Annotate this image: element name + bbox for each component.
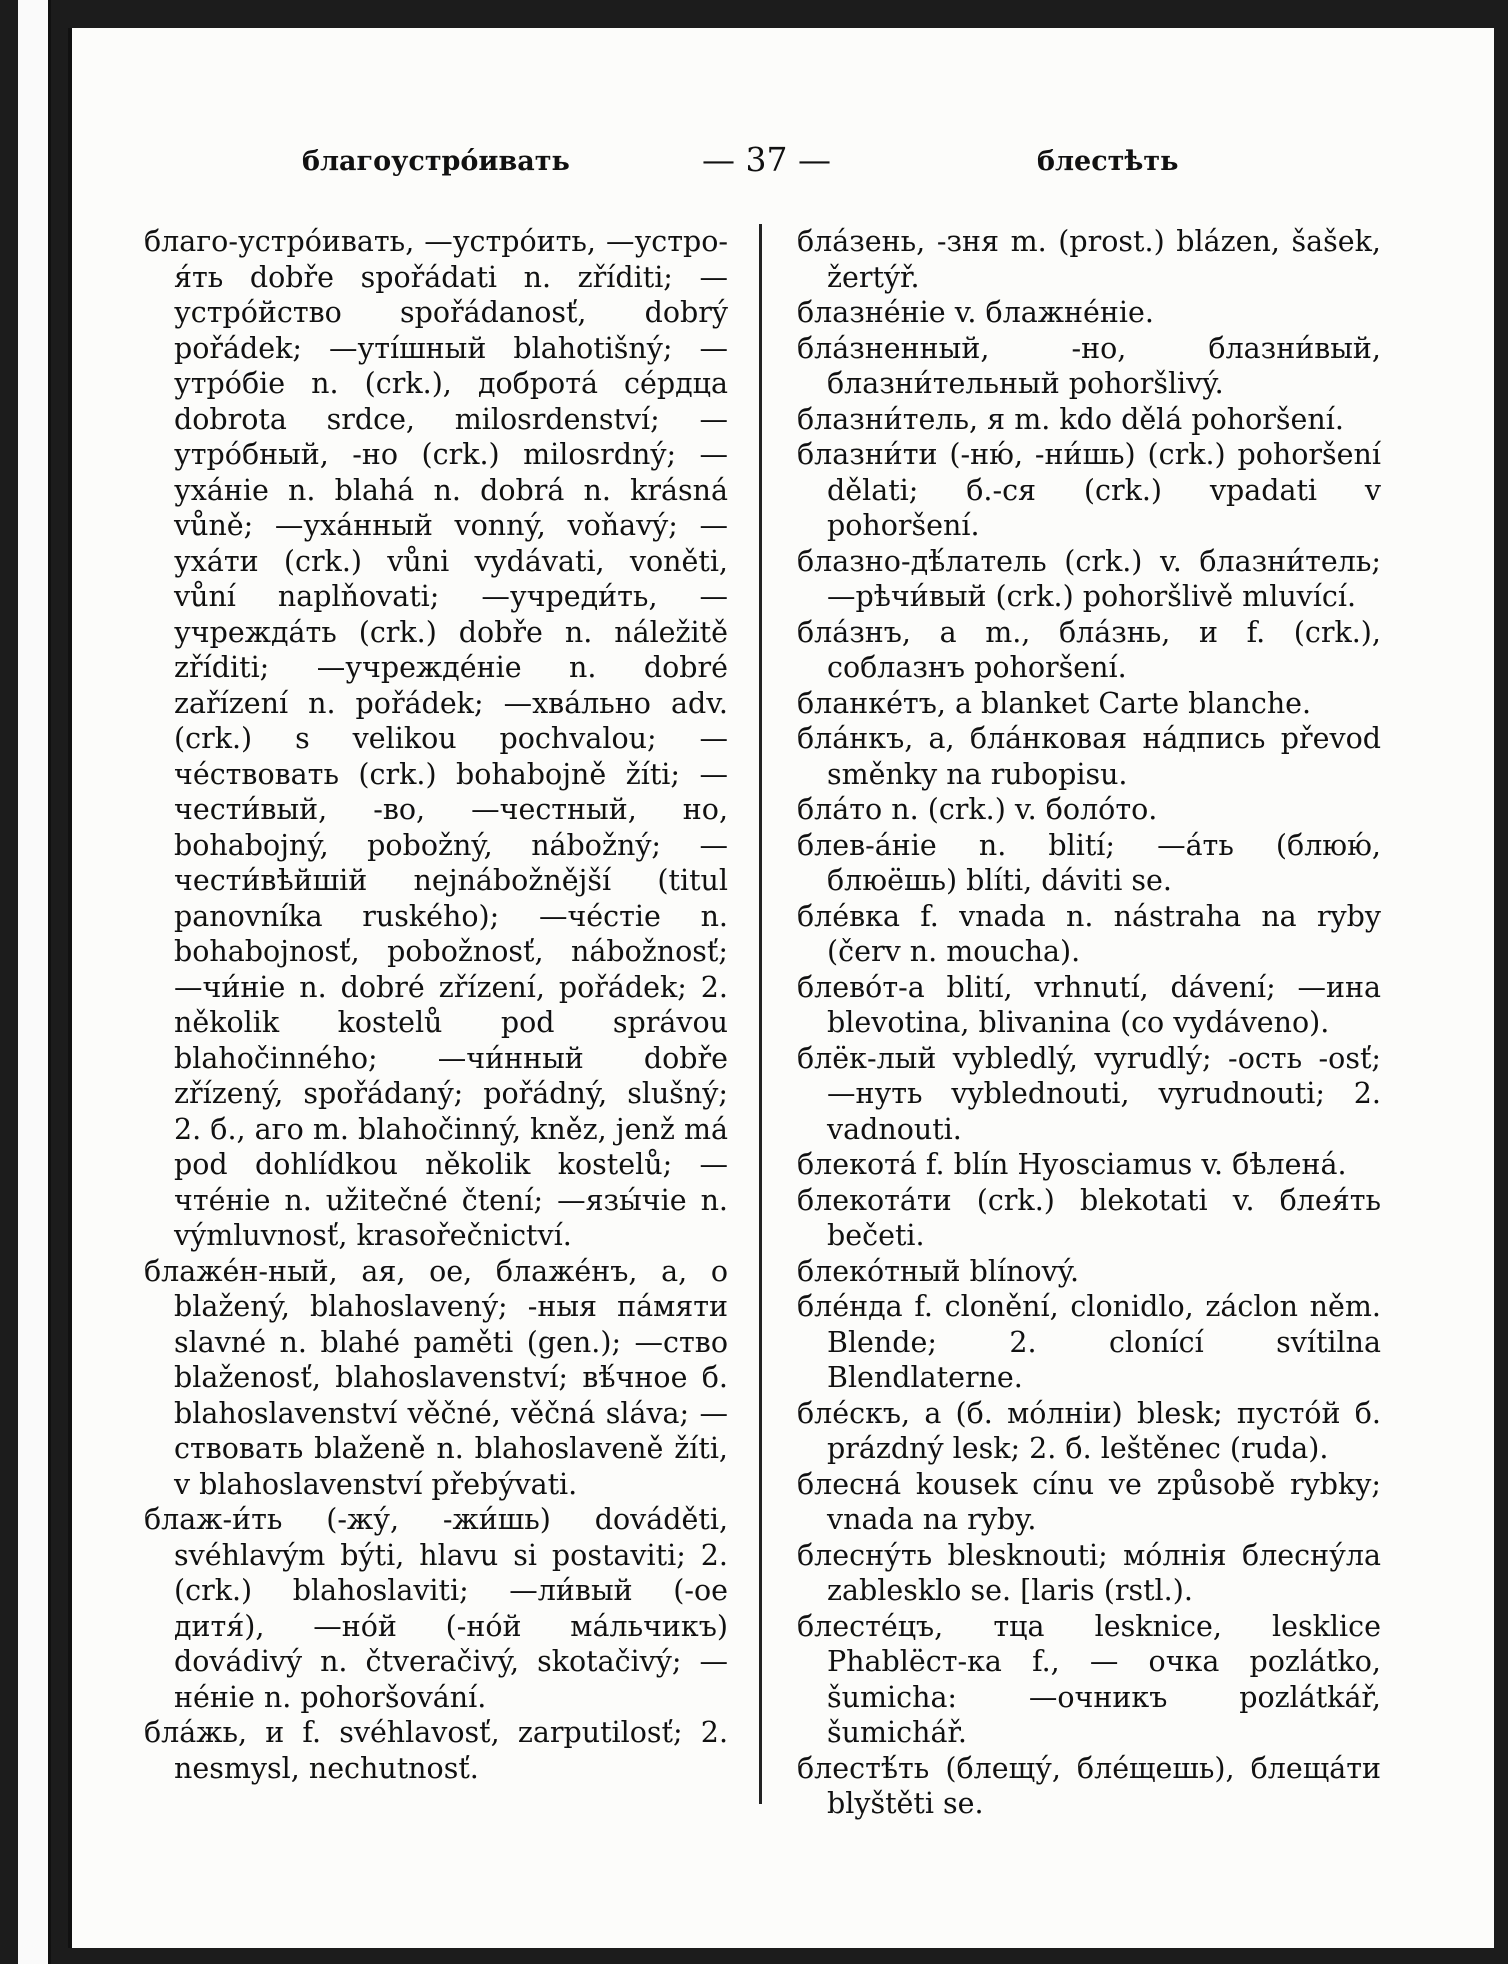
dictionary-entry: блесна́ kousek cínu ve způsobě rybky; vnada na ryby. — [797, 1467, 1381, 1536]
dictionary-entry: бла́зненный, -но, блазни́вый, блазни́тельный pohoršlivý. — [797, 331, 1381, 400]
dictionary-entry: блесну́ть blesknouti; мо́лнія блесну́ла zablesklo se. [laris (rstl.). — [797, 1538, 1381, 1607]
dictionary-entry: бла́нкъ, а, бла́нковая на́дпись převod směnky na rubopisu. — [797, 722, 1381, 791]
dictionary-entry: благо-устро́ивать, —устро́ить, —устро-я́ть dobře spořádati n. zříditi; —устро́йство spořádanosť, dobrý pořádek; —уті́шный blahotišný; —утро́біе n. (crk.), доброта́ се́рдца dobrota srdce, milosrdenství; —утро́бный, -но (crk.) milosrdný; —уха́ніе n. blahá n. dobrá n. krásná vůně; —уха́нный vonný, voňavý; —уха́ти (crk.) vůni vydávati, voněti, vůní naplňovati; —учреди́ть, —учрежда́ть (crk.) dobře n. náležitě zříditi; —учрежде́ніе n. dobré zařízení n. pořádek; —хва́льно adv. (crk.) s velikou pochvalou; —че́ствовать (crk.) bohabojně žíti; —чести́вый, -во, —честный, но, bohabojný, pobožný, nábožný; —чести́вѣйшій nejnábožnější (titul panovníka ruského); —че́стіе n. bohabojnosť, pobožnosť, nábožnosť; —чи́ніе n. dobré zřízení, pořádek; 2. několik kostelů pod správou blahočinného; —чи́нный dobře zřízený, spořádaný; pořádný, slušný; 2. б., аго m. blahočinný, kněz, jenž má pod dohlídkou několik kostelů; —чте́ніе n. užitečné čtení; —язы́чіе n. výmluvnosť, krasořečnictví. — [144, 225, 728, 1252]
previous-page-edge — [18, 0, 51, 1964]
dictionary-entry: бла́знъ, а m., бла́знь, и f. (crk.), соблазнъ pohoršení. — [797, 615, 1381, 684]
left-column — [144, 224, 728, 1786]
dictionary-entry: блесте́цъ, тца lesknice, lesklice Phablёст-ка f., — очка pozlátko, šumicha: —очникъ pozlátkář, šumichář. — [797, 1609, 1381, 1749]
page-number: — 37 — — [702, 140, 831, 179]
header-left-guide-word: благоустро́ивать — [302, 146, 570, 177]
column-divider — [759, 224, 762, 1804]
dictionary-entry: блев-а́ніе n. blití; —а́ть (блюю́, блюёшь) blíti, dáviti se. — [797, 828, 1381, 897]
dictionary-entry: блево́т-а blití, vrhnutí, dávení; —ина blevotina, blivanina (co vydáveno). — [797, 970, 1381, 1039]
dictionary-entry: блазни́тель, я m. kdo dělá pohoršení. — [797, 402, 1344, 436]
dictionary-entry: блазне́ніе v. блажне́ніе. — [797, 296, 1154, 329]
dictionary-entry: бла́зень, -зня m. (prost.) blázen, šašek, žertýř. — [797, 225, 1381, 294]
page-header — [72, 140, 1494, 186]
dictionary-entry: бле́вка f. vnada n. nástraha na ryby (červ n. moucha). — [797, 899, 1381, 968]
dictionary-entry: блеко́тный blínový. — [797, 1254, 1080, 1288]
dictionary-entry: бле́скъ, а (б. мо́лніи) blesk; пусто́й б. prázdný lesk; 2. б. leštěnec (ruda). — [797, 1396, 1381, 1465]
dictionary-entry: бле́нда f. clonění, clonidlo, záclon něm. Blende; 2. clonící svítilna Blendlaterne. — [797, 1290, 1381, 1394]
dictionary-entry: бла́жь, и f. svéhlavosť, zarputilosť; 2. nesmysl, nechutnosť. — [144, 1716, 728, 1785]
dictionary-entry: блекота́ f. blín Hyosciamus v. бѣлена́. — [797, 1148, 1347, 1181]
right-column — [797, 224, 1381, 1822]
header-right-guide-word: блестѣть — [1037, 146, 1179, 177]
dictionary-entry: блазно-дѣ́латель (crk.) v. блазни́тель; —рѣчи́вый (crk.) pohoršlivě mluvící. — [797, 544, 1381, 613]
dictionary-entry: блекота́ти (crk.) blekotati v. блея́ть bečeti. — [797, 1183, 1381, 1252]
dictionary-entry: блаж-и́ть (-жу́, -жи́шь) dováděti, svéhlavým býti, hlavu si postaviti; 2. (crk.) blahoslaviti; —ли́вый (-ое дитя́), —но́й (-но́й ма́льчикъ) dovádivý n. čtveračivý, skotačivý; —не́ніе n. pohoršování. — [144, 1503, 728, 1714]
dictionary-entry: блаже́н-ный, ая, ое, блаже́нъ, а, о blažený, blahoslavený; -ныя па́мяти slavné n. blahé paměti (gen.); —ство blaženosť, blahoslavenství; вѣ́чное б. blahoslavenství věčné, věčná sláva; —ствовать blaženě n. blahoslaveně žíti, v blahoslavenství přebývati. — [144, 1254, 728, 1501]
dictionary-entry: блёк-лый vybledlý, vyrudlý; -ость -osť; —нуть vyblednouti, vyrudnouti; 2. vadnouti. — [797, 1041, 1381, 1146]
dictionary-entry: бланке́тъ, а blanket Carte blanche. — [797, 686, 1312, 720]
dictionary-entry: блазни́ти (-ню́, -ни́шь) (crk.) pohoršení dělati; б.-ся (crk.) vpadati v pohoršení. — [797, 438, 1381, 542]
dictionary-entry: блестѣ́ть (блещу́, бле́щешь), блеща́ти blyštěti se. — [797, 1751, 1381, 1820]
dictionary-page — [68, 28, 1494, 1948]
dictionary-entry: бла́то n. (crk.) v. боло́то. — [797, 793, 1158, 826]
